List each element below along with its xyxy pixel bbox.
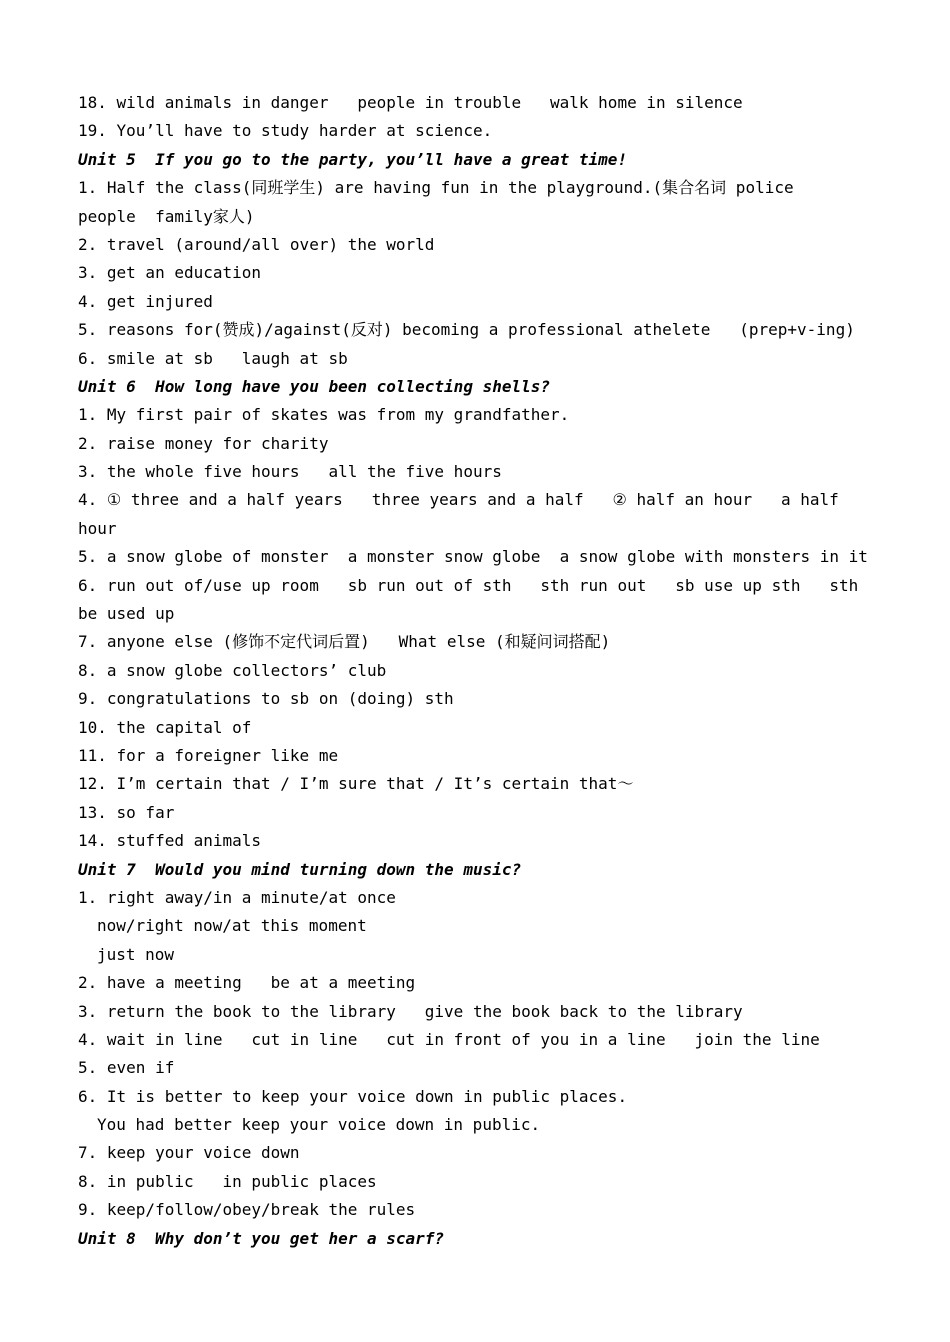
text-line: 10. the capital of <box>78 717 252 737</box>
text-line: 4. wait in line cut in line cut in front of you in a line join the line <box>78 1029 820 1049</box>
text-line: 2. travel (around/all over) the world <box>78 234 435 254</box>
document-page <box>78 89 874 1253</box>
text-line: 3. the whole five hours all the five hours <box>78 462 502 482</box>
text-line: 6. run out of/use up room sb run out of sth sth run out sb use up sth sth <box>78 575 859 595</box>
text-line: 2. raise money for charity <box>78 433 329 453</box>
text-line: 4. get injured <box>78 291 213 311</box>
unit-8-heading: Unit 8 Why don’t you get her a scarf? <box>78 1228 445 1248</box>
text-line: just now <box>97 944 175 964</box>
text-line: 2. have a meeting be at a meeting <box>78 973 416 993</box>
text-line: 5. even if <box>78 1058 175 1078</box>
text-line: 19. You’ll have to study harder at science. <box>78 121 493 141</box>
text-line: You had better keep your voice down in public. <box>97 1115 541 1135</box>
text-line: 1. right away/in a minute/at once <box>78 887 396 907</box>
unit-7-heading: Unit 7 Would you mind turning down the music? <box>78 859 522 879</box>
text-line: 9. keep/follow/obey/break the rules <box>78 1200 416 1220</box>
text-line: 9. congratulations to sb on (doing) sth <box>78 689 454 709</box>
text-line: be used up <box>78 604 175 624</box>
text-line: people family家人) <box>78 206 255 226</box>
text-line: 3. get an education <box>78 263 262 283</box>
text-line: 13. so far <box>78 802 175 822</box>
text-line: 5. reasons for(赞成)/against(反对) becoming a professional athelete (prep+v-ing) <box>78 320 855 340</box>
text-line: 3. return the book to the library give the book back to the library <box>78 1001 743 1021</box>
text-line: 6. smile at sb laugh at sb <box>78 348 348 368</box>
text-line: 14. stuffed animals <box>78 831 262 851</box>
text-line: 8. in public in public places <box>78 1171 377 1191</box>
text-line: hour <box>78 518 117 538</box>
text-line: 5. a snow globe of monster a monster snow globe a snow globe with monsters in it <box>78 547 868 567</box>
text-line: 18. wild animals in danger people in trouble walk home in silence <box>78 93 743 112</box>
text-line: 1. Half the class(同班学生) are having fun in the playground.(集合名词 police <box>78 178 794 198</box>
text-line: 7. anyone else (修饰不定代词后置) What else (和疑问词搭配) <box>78 632 611 652</box>
text-line: 8. a snow globe collectors’ club <box>78 660 387 680</box>
unit-5-heading: Unit 5 If you go to the party, you’ll have a great time! <box>78 149 628 169</box>
text-line: 6. It is better to keep your voice down in public places. <box>78 1086 628 1106</box>
text-line: 4. ① three and a half years three years and a half ② half an hour a half <box>78 490 839 510</box>
text-line: 11. for a foreigner like me <box>78 745 339 765</box>
text-line: 12. I’m certain that / I’m sure that / It’s certain that～ <box>78 774 634 794</box>
text-line: 1. My first pair of skates was from my grandfather. <box>78 405 570 425</box>
text-line: now/right now/at this moment <box>97 916 367 936</box>
text-line: 7. keep your voice down <box>78 1143 300 1163</box>
unit-6-heading: Unit 6 How long have you been collecting shells? <box>78 376 551 396</box>
